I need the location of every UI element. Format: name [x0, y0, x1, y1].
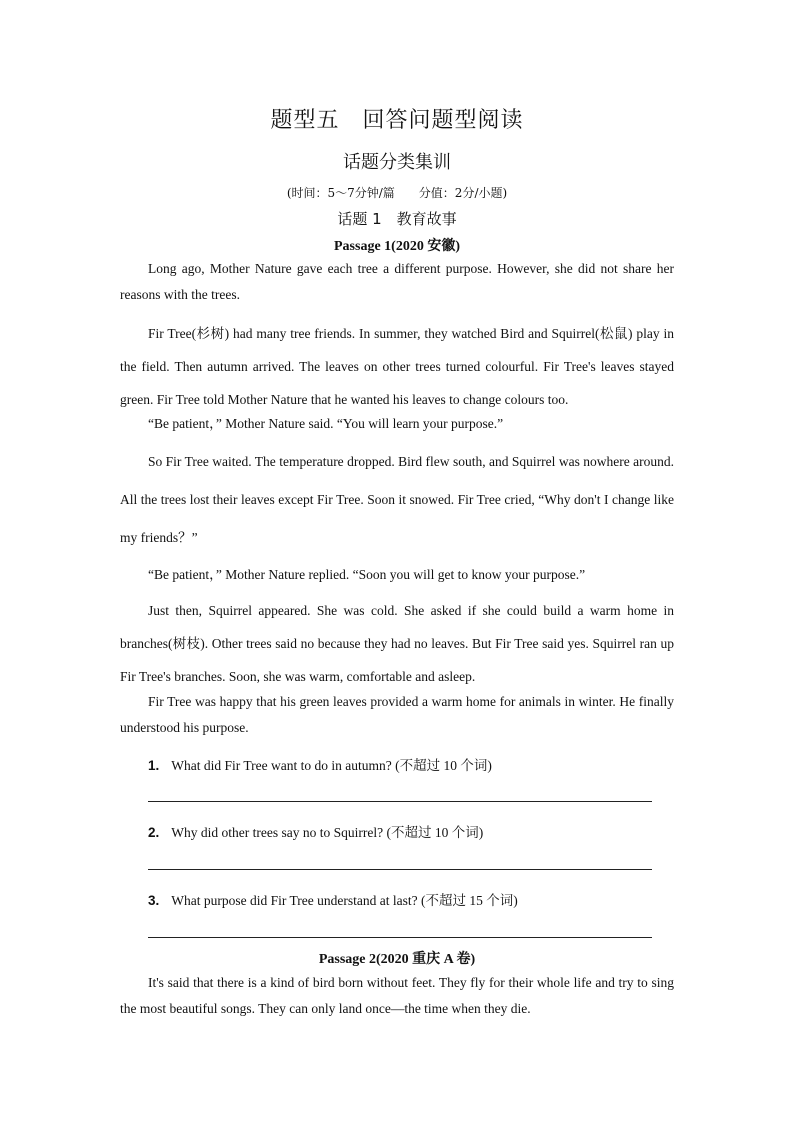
answer-line-1[interactable]: [148, 801, 652, 802]
question-number: 3.: [148, 893, 160, 908]
answer-line-2[interactable]: [148, 869, 652, 870]
question-2: [148, 821, 483, 841]
passage-1-body: [120, 317, 674, 416]
answer-line-3[interactable]: [148, 937, 652, 938]
paragraph: It's said that there is a kind of bird born without feet. They fly for their whole life and try to sing the most beautiful songs. They can only land once—the time when they die.: [120, 975, 674, 1016]
paragraph: Just then, Squirrel appeared. She was cold. She asked if she could build a warm home in branches(树枝). Other trees said no because they had no leaves. But Fir Tree said yes. Squirrel ran up Fir Tree's branches. Soon, she was warm, comfortable and asleep.: [120, 603, 674, 684]
paragraph: Fir Tree was happy that his green leaves provided a warm home for animals in winter. He finally understood his purpose.: [120, 694, 674, 735]
paragraph: So Fir Tree waited. The temperature dropped. Bird flew south, and Squirrel was nowhere around. All the trees lost their leaves except Fir Tree. Soon it snowed. Fir Tree cried, “Why don't I change like my friends？”: [120, 454, 674, 545]
passage-1-body: [120, 594, 674, 693]
question-number: 2.: [148, 825, 160, 840]
page-title: 题型五 回答问题型阅读: [270, 108, 524, 133]
question-1: [148, 754, 492, 774]
passage-1-heading: Passage 1(2020 安徽): [334, 239, 460, 254]
passage-1-body: [120, 689, 674, 741]
passage-1-body: [120, 256, 674, 308]
passage-1-body: [120, 562, 674, 588]
question-text: What purpose did Fir Tree understand at last? (不超过 15 个词): [171, 893, 518, 908]
passage-1-body: [120, 411, 674, 437]
passage-1-body: [120, 443, 674, 557]
question-text: Why did other trees say no to Squirrel? (不超过 10 个词): [171, 825, 484, 840]
passage-2-heading: Passage 2(2020 重庆 A 卷): [318, 952, 476, 967]
paragraph: Fir Tree(杉树) had many tree friends. In summer, they watched Bird and Squirrel(松鼠) play in the field. Then autumn arrived. The leaves on other trees turned colourful. Fir Tree's leaves stayed green. Fir Tree told Mother Nature that he wanted his leaves to change colours too.: [120, 326, 674, 407]
section-subtitle: 话题分类集训: [343, 152, 451, 173]
question-text: What did Fir Tree want to do in autumn? (不超过 10 个词): [171, 758, 492, 773]
question-number: 1.: [148, 758, 160, 773]
passage-2-body: [120, 970, 674, 1022]
time-score-info: (时间：5～7分钟/篇 分值：2分/小题): [286, 186, 508, 200]
paragraph: Long ago, Mother Nature gave each tree a different purpose. However, she did not share her reasons with the trees.: [120, 261, 674, 302]
paragraph: “Be patient，” Mother Nature replied. “Soon you will get to know your purpose.”: [148, 567, 586, 582]
paragraph: “Be patient，” Mother Nature said. “You will learn your purpose.”: [148, 416, 504, 431]
topic-heading: 话题 1 教育故事: [337, 210, 457, 228]
question-3: [148, 889, 518, 909]
